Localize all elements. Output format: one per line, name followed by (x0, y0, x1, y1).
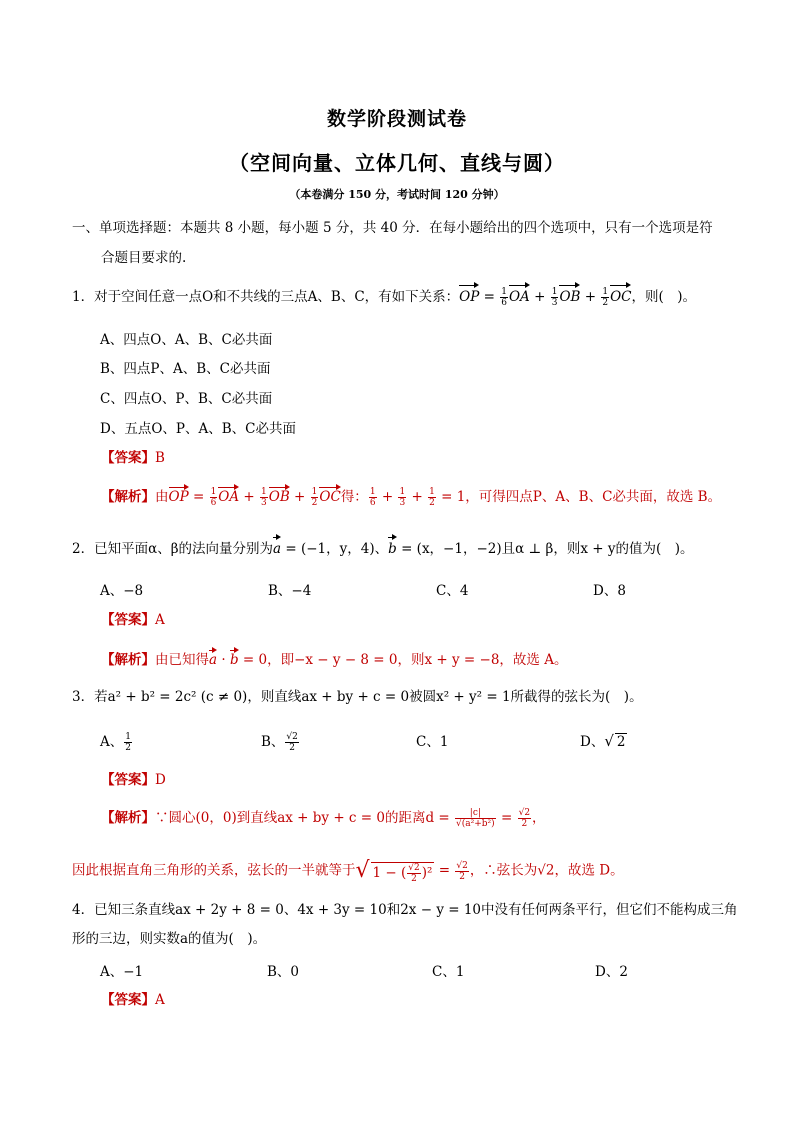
question-number: 1 (72, 289, 81, 305)
question-2-option-c: C、4 (436, 583, 469, 599)
question-number: 4 (72, 902, 81, 918)
exam-note: （本卷满分 150 分，考试时间 120 分钟） (289, 188, 505, 201)
question-1-option-c: C、四点O、P、B、C必共面 (100, 391, 273, 407)
question-number: 3 (72, 689, 81, 705)
question-text-end: ，则( )。 (631, 289, 697, 305)
question-number: 2 (72, 541, 81, 557)
analysis-label: 【解析】 (101, 810, 155, 826)
answer-label: 【答案】 (101, 992, 155, 1008)
question-3-option-a: A、 $\frac{1}{2}$ (100, 732, 131, 753)
answer-label: 【答案】 (101, 612, 155, 628)
question-2-option-d: D、8 (593, 583, 626, 599)
question-3-option-b: B、 $\frac{√2}{2}$ (261, 732, 298, 753)
analysis-label: 【解析】 (101, 489, 155, 505)
question-text: 已知三条直线ax + 2y + 8 = 0、4x + 3y = 10和2x − y = 10中没有任何两条平行，但它们不能构成三角 (94, 902, 738, 918)
section-instruction-cont: 合题目要求的. (101, 250, 187, 266)
question-1-stem: 1．对于空间任意一点O和不共线的三点A、B、C，有如下关系：OP = $\frac{1}{6}$ OA + $\frac{1}{3}$ OB + $\frac{1}{2}$ OC，则( )。 (72, 287, 697, 308)
question-4-stem: 4．已知三条直线ax + 2y + 8 = 0、4x + 3y = 10和2x − y = 10中没有任何两条平行，但它们不能构成三角 (72, 902, 738, 918)
analysis-label: 【解析】 (101, 652, 155, 668)
question-text: 若a² + b² = 2c² (c ≠ 0)，则直线ax + by + c = 0被圆x² + y² = 1所截得的弦长为( )。 (94, 689, 643, 705)
question-4-answer (101, 988, 165, 1008)
question-2-option-a: A、−8 (100, 583, 144, 599)
question-2-option-b: B、−4 (268, 583, 312, 599)
question-4-stem-cont: 形的三边，则实数a的值为( )。 (72, 931, 267, 947)
answer-label: 【答案】 (101, 450, 155, 466)
question-3-option-c: C、1 (416, 734, 449, 750)
question-3-option-d: D、√ 2 (580, 732, 626, 750)
answer-label: 【答案】 (101, 772, 155, 788)
question-4-option-a: A、−1 (100, 964, 144, 980)
question-1-option-d: D、五点O、P、A、B、C必共面 (100, 421, 296, 437)
question-4-option-c: C、1 (432, 964, 465, 980)
answer-value: D (155, 772, 166, 788)
question-4-option-d: D、2 (595, 964, 628, 980)
question-3-stem: 3．若a² + b² = 2c² (c ≠ 0)，则直线ax + by + c = 0被圆x² + y² = 1所截得的弦长为( )。 (72, 689, 643, 705)
question-1-option-b: B、四点P、A、B、C必共面 (100, 361, 271, 377)
answer-value: B (155, 450, 165, 466)
question-1-answer (101, 446, 165, 466)
question-2-analysis: 【解析】由已知得a · b = 0，即−x − y − 8 = 0，则x + y = −8，故选 A。 (101, 652, 568, 668)
page-title: 数学阶段测试卷 (326, 108, 467, 130)
question-3-analysis-cont: 因此根据直角三角形的关系，弦长的一半就等于√ 1 − ( $\frac{√2}{2}$ )² = $\frac{√2}{2}$ ，∴弦长为√2，故选 D。 (72, 858, 624, 884)
question-1-option-a: A、四点O、A、B、C必共面 (100, 332, 273, 348)
question-text: 对于空间任意一点O和不共线的三点A、B、C，有如下关系： (94, 289, 460, 305)
section-instruction: 一、单项选择题：本题共 8 小题，每小题 5 分，共 40 分．在每小题给出的四个选项中，只有一个选项是符 (72, 220, 713, 236)
question-3-answer (101, 768, 166, 788)
question-2-answer (101, 608, 165, 628)
answer-value: A (155, 612, 165, 628)
question-1-analysis: 【解析】由OP = $\frac{1}{6}$ OA + $\frac{1}{3}$ OB + $\frac{1}{2}$ OC得： $\frac{1}{6}$ + $\frac{1}{3}$ + $\frac{1}{2}$ = 1，可得四点P、A、B、C必共面，故选 B。 (101, 487, 722, 508)
question-2-stem: 2．已知平面α、β的法向量分别为a = (−1，y，4)、b = (x，−1，−2)且α ⊥ β，则x + y的值为( )。 (72, 541, 694, 557)
question-3-analysis: 【解析】∵圆心(0，0)到直线ax + by + c = 0的距离d = $\frac{|c|}{\text{√(a²+b²)}}$ = $\frac{√2}{2}$ ， (101, 808, 546, 829)
question-4-option-b: B、0 (267, 964, 300, 980)
answer-value: A (155, 992, 165, 1008)
page-subtitle: （空间向量、立体几何、直线与圆） (229, 151, 565, 175)
